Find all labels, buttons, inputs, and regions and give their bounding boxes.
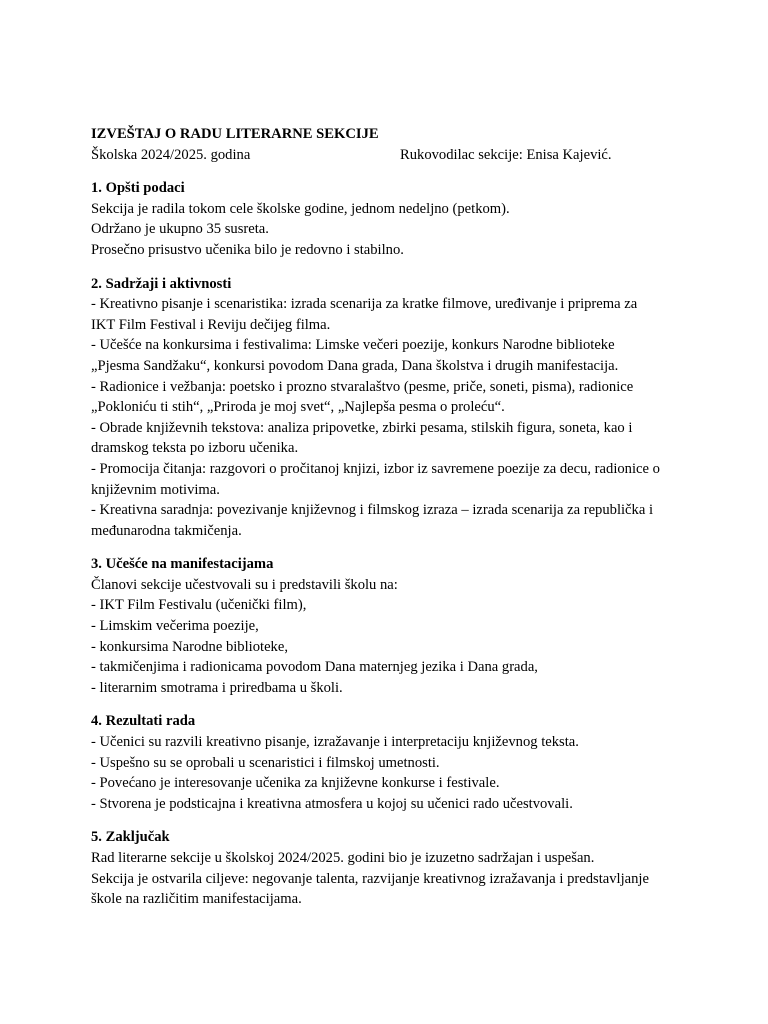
section-text-line: - IKT Film Festivalu (učenički film),: [91, 597, 307, 614]
section-text-line: Održano je ukupno 35 susreta.: [91, 221, 269, 238]
section-text-line: Rad literarne sekcije u školskoj 2024/2025. godini bio je izuzetno sadržajan i uspešan.: [91, 850, 595, 866]
section-text-line: Prosečno prisustvo učenika bilo je redovno i stabilno.: [91, 241, 404, 258]
section-text-line: - Uspešno su se oprobali u scenaristici i filmskoj umetnosti.: [91, 754, 440, 771]
section-leader: Rukovodilac sekcije: Enisa Kajević.: [400, 146, 612, 163]
section-text-line: - Stvorena je podsticajna i kreativna atmosfera u kojoj su učenici rado učestvovali.: [91, 795, 573, 812]
section-text-line: - Učešće na konkursima i festivalima: Limske večeri poezije, konkurs Narodne biblioteke: [91, 337, 615, 354]
document-meta-row: [91, 145, 691, 166]
section-3: [91, 554, 691, 698]
section-text-line: „Pokloniću ti stih“, „Priroda je moj svet“, „Najlepša pesma o proleću“.: [91, 399, 505, 416]
section-text-line: - Radionice i vežbanja: poetsko i prozno stvaralaštvo (pesme, priče, soneti, pisma), radionice: [91, 378, 634, 395]
section-text-line: Sekcija je radila tokom cele školske godine, jednom nedeljno (petkom).: [91, 200, 510, 217]
section-text-line: škole na različitim manifestacijama.: [91, 891, 302, 908]
section-text-line: - Učenici su razvili kreativno pisanje, izražavanje i interpretaciju književnog teksta.: [91, 734, 579, 751]
section-text-line: - Limskim večerima poezije,: [91, 618, 259, 635]
section-text-line: - literarnim smotrama i priredbama u školi.: [91, 679, 343, 696]
section-4: [91, 711, 691, 814]
section-text-line: - Kreativno pisanje i scenaristika: izrada scenarija za kratke filmove, uređivanje i priprema za: [91, 296, 638, 313]
document-title: IZVEŠTAJ O RADU LITERARNE SEKCIJE: [91, 126, 379, 142]
sections-container: [91, 178, 691, 910]
section-text-line: međunarodna takmičenja.: [91, 522, 242, 539]
section-text-line: dramskog teksta po izboru učenika.: [91, 440, 299, 457]
document-content: [91, 124, 691, 910]
section-heading: 1. Opšti podaci: [91, 180, 185, 197]
section-5: [91, 827, 691, 909]
section-heading: 2. Sadržaji i aktivnosti: [91, 275, 232, 292]
section-text-line: književnim motivima.: [91, 481, 220, 498]
section-text-line: „Pjesma Sandžaku“, konkursi povodom Dana grada, Dana školstva i drugih manifestacija.: [91, 357, 619, 374]
section-text-line: - Promocija čitanja: razgovori o pročitanoj knjizi, izbor iz savremene poezije za decu, radionice o: [91, 460, 660, 477]
section-text-line: - konkursima Narodne biblioteke,: [91, 638, 288, 655]
section-heading: 4. Rezultati rada: [91, 713, 196, 730]
section-heading: 3. Učešće na manifestacijama: [91, 556, 274, 573]
section-text-line: Članovi sekcije učestvovali su i predstavili školu na:: [91, 576, 398, 593]
section-heading: 5. Zaključak: [91, 829, 170, 846]
section-text-line: - Obrade književnih tekstova: analiza pripovetke, zbirki pesama, stilskih figura, soneta, kao i: [91, 419, 633, 436]
section-text-line: - Kreativna saradnja: povezivanje književnog i filmskog izraza – izrada scenarija za republička i: [91, 502, 654, 519]
section-2: [91, 274, 691, 542]
section-1: [91, 178, 691, 260]
section-text-line: - Povećano je interesovanje učenika za književne konkurse i festivale.: [91, 775, 500, 792]
section-text-line: - takmičenjima i radionicama povodom Dana maternjeg jezika i Dana grada,: [91, 659, 538, 676]
school-year: Školska 2024/2025. godina: [91, 146, 251, 163]
section-text-line: IKT Film Festival i Reviju dečijeg filma.: [91, 316, 331, 333]
section-text-line: Sekcija je ostvarila ciljeve: negovanje talenta, razvijanje kreativnog izražavanja i predstavljanje: [91, 870, 649, 887]
